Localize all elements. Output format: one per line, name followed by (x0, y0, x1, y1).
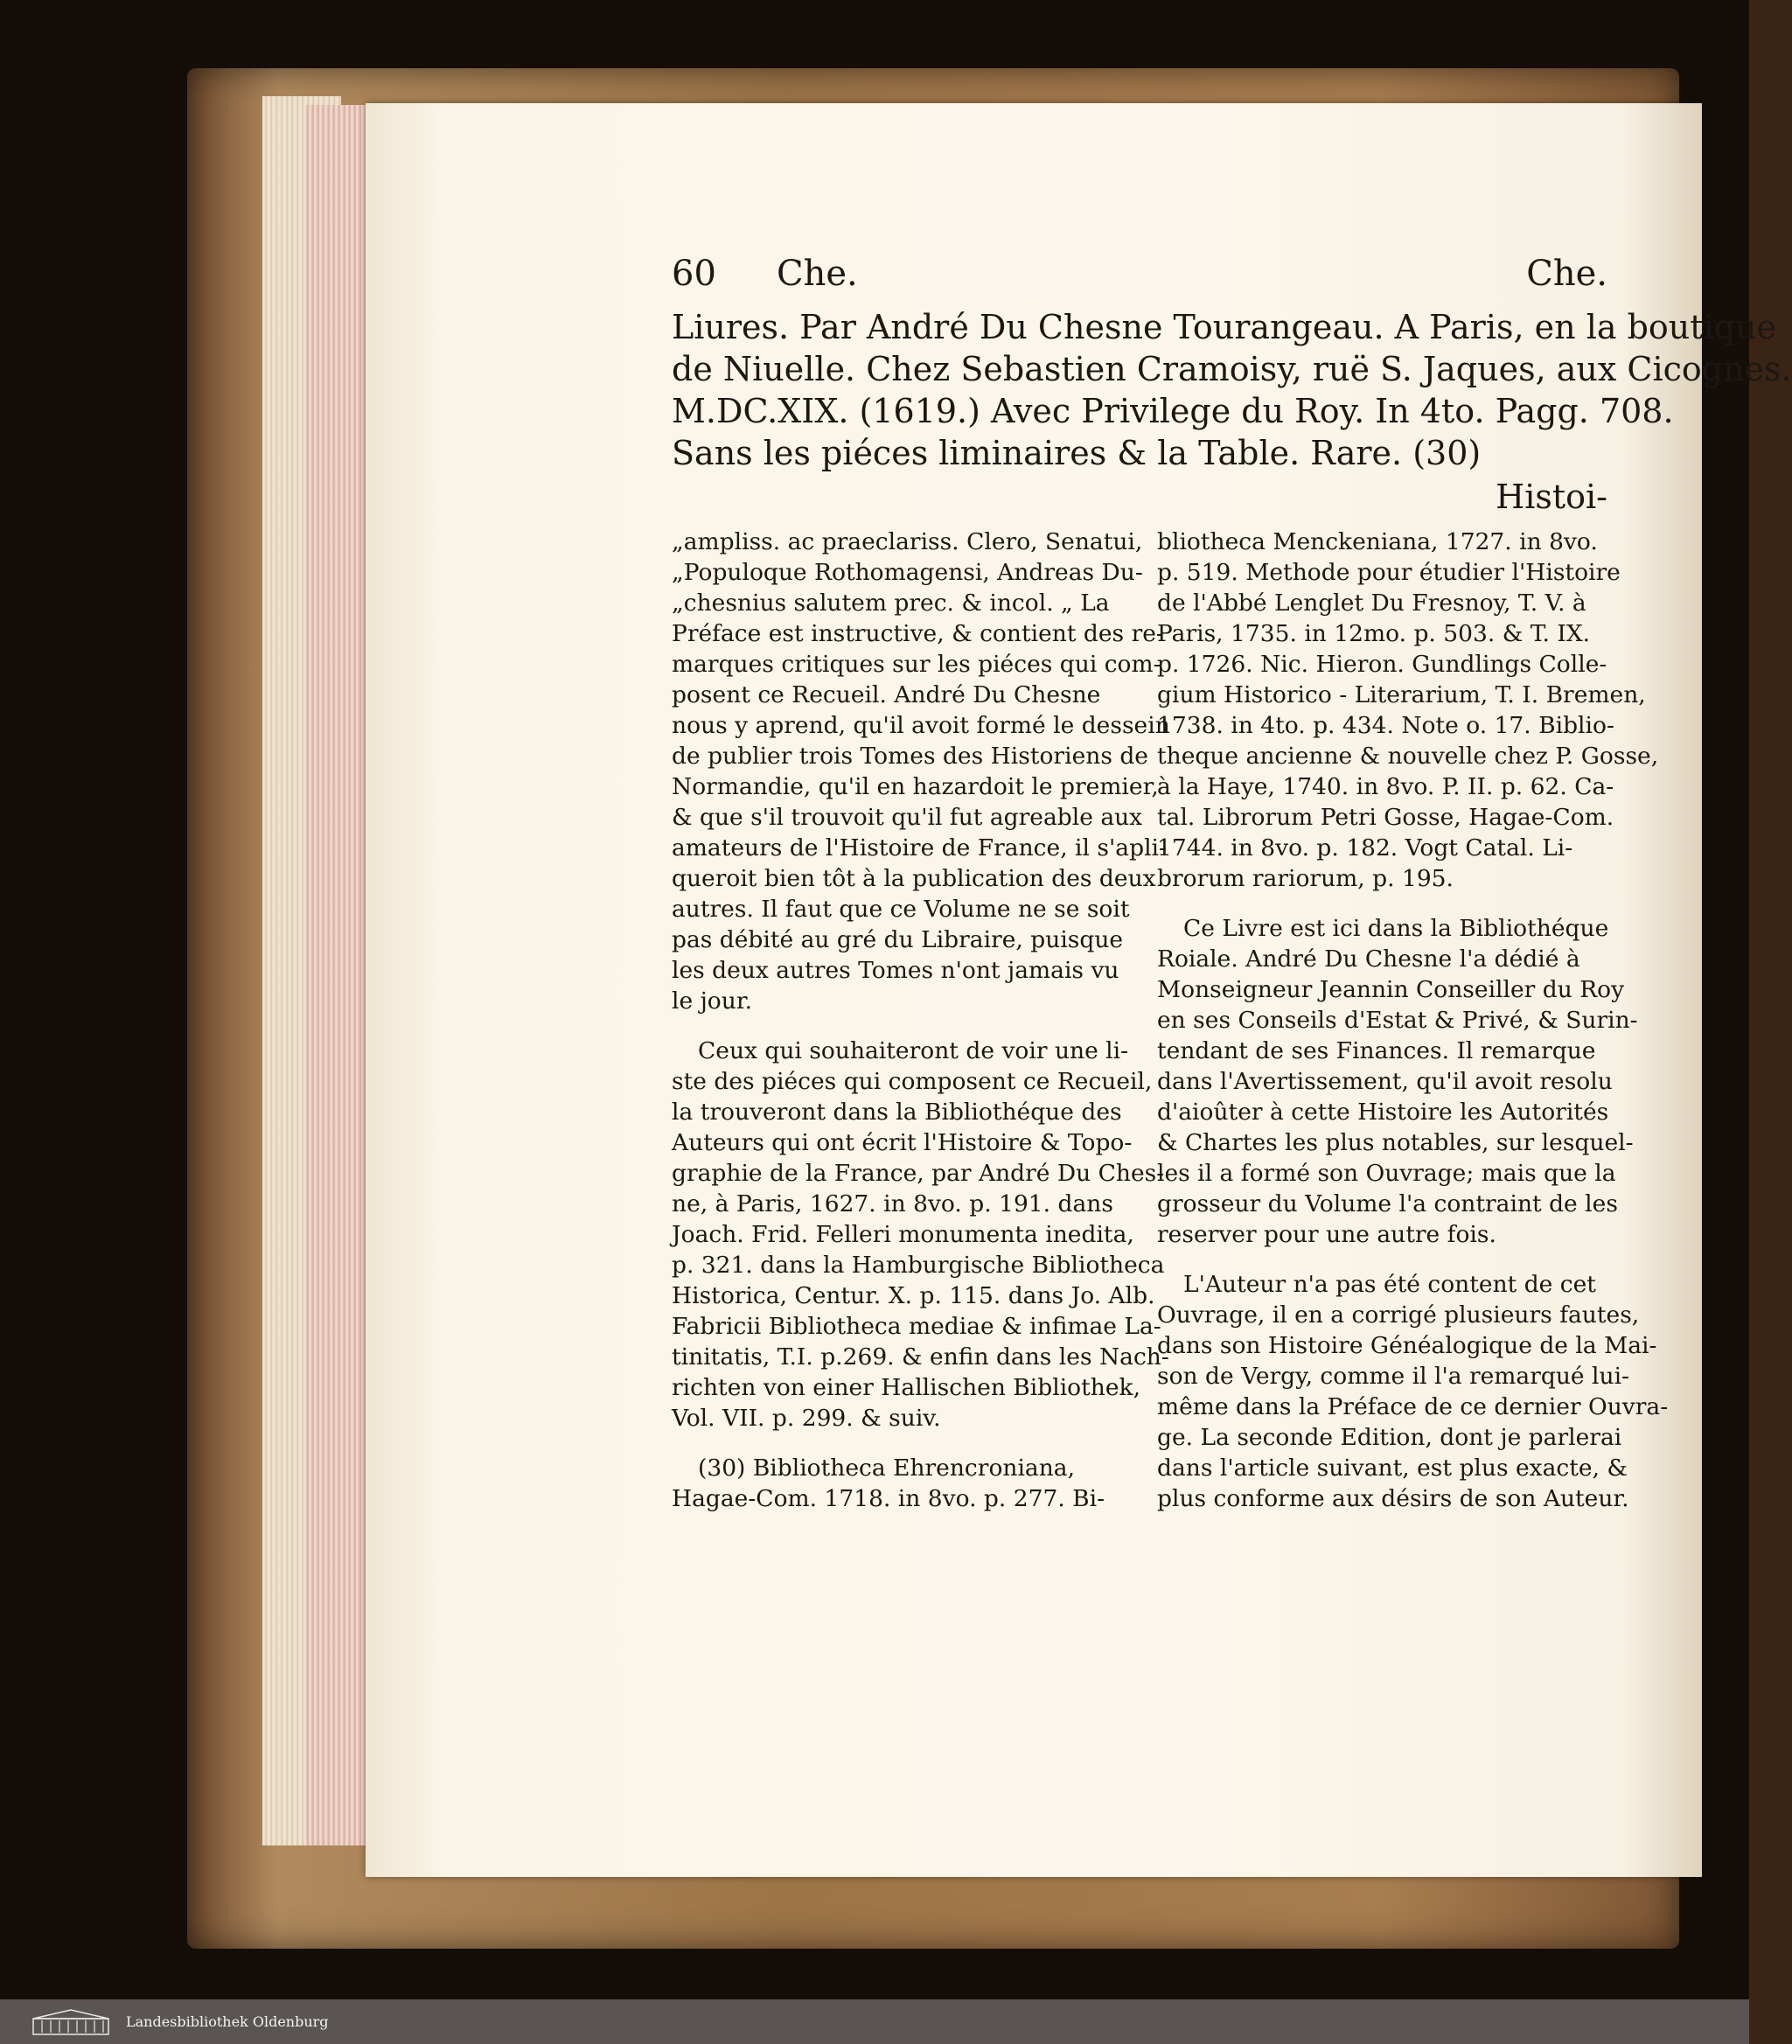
text-line: le jour. (672, 987, 752, 1015)
text-line: amateurs de l'Histoire de France, il s'apli- (672, 834, 1167, 862)
text-line: Vol. VII. p. 299. & suiv. (672, 1405, 941, 1432)
page-text-block (672, 254, 1792, 1514)
text-line: dans l'Avertissement, qu'il avoit resolu (1157, 1068, 1613, 1095)
text-line: les deux autres Tomes n'ont jamais vu (672, 957, 1119, 984)
text-line: pas débité au gré du Libraire, puisque (672, 926, 1124, 953)
paragraph-gap (1157, 1250, 1607, 1269)
page-number: 60 (672, 254, 716, 294)
text-line: Ceux qui souhaiteront de voir une li- (698, 1037, 1129, 1064)
text-line: Historica, Centur. X. p. 115. dans Jo. Alb. (672, 1282, 1155, 1309)
text-line: Auteurs qui ont écrit l'Histoire & Topo- (672, 1129, 1133, 1156)
text-line: Paris, 1735. in 12mo. p. 503. & T. IX. (1157, 620, 1591, 647)
text-line: 1738. in 4to. p. 434. Note o. 17. Biblio- (1157, 712, 1614, 739)
text-line: nous y aprend, qu'il avoit formé le dessein (672, 712, 1170, 739)
text-line: les il a formé son Ouvrage; mais que la (1157, 1160, 1616, 1187)
paragraph-gap (1157, 894, 1607, 913)
text-line: d'aioûter à cette Histoire les Autorités (1157, 1099, 1609, 1126)
text-line: reserver pour une autre fois. (1157, 1221, 1496, 1248)
text-line: & Chartes les plus notables, sur lesquel- (1157, 1129, 1634, 1156)
text-line: „ampliss. ac praeclariss. Clero, Senatui, (672, 528, 1143, 555)
text-line: p. 1726. Nic. Hieron. Gundlings Colle- (1157, 651, 1607, 678)
header-right-catch: Che. (1526, 254, 1607, 294)
text-line: grosseur du Volume l'a contraint de les (1157, 1190, 1618, 1217)
red-page-edges (306, 105, 367, 1845)
intro-line: de Niuelle. Chez Sebastien Cramoisy, ruë S. Jaques, aux Cicognes. (672, 350, 1792, 388)
text-line: tal. Librorum Petri Gosse, Hagae-Com. (1157, 804, 1614, 831)
library-building-icon (31, 2008, 110, 2036)
text-line: Joach. Frid. Felleri monumenta inedita, (672, 1221, 1134, 1248)
text-line: ne, à Paris, 1627. in 8vo. p. 191. dans (672, 1190, 1113, 1217)
text-line: la trouveront dans la Bibliothéque des (672, 1099, 1122, 1126)
intro-line: Sans les piéces liminaires & la Table. Rare. (30) (672, 434, 1482, 472)
intro-line: Liures. Par André Du Chesne Tourangeau. A Paris, en la boutique (672, 308, 1776, 346)
text-line: ste des piéces qui composent ce Recueil, (672, 1068, 1153, 1095)
text-line: plus conforme aux désirs de son Auteur. (1157, 1485, 1629, 1512)
text-line: à la Haye, 1740. in 8vo. P. II. p. 62. Ca- (1157, 773, 1614, 800)
text-line: son de Vergy, comme il l'a remarqué lui- (1157, 1363, 1630, 1390)
text-line: p. 321. dans la Hamburgische Bibliotheca (672, 1252, 1165, 1279)
intro-paragraph (672, 306, 1792, 474)
header-left-catch: Che. (777, 254, 858, 294)
text-line: richten von einer Hallischen Bibliothek, (672, 1374, 1141, 1401)
text-line: en ses Conseils d'Estat & Privé, & Surin- (1157, 1007, 1638, 1034)
text-line: tendant de ses Finances. Il remarque (1157, 1037, 1596, 1064)
text-line: Monseigneur Jeannin Conseiller du Roy (1157, 976, 1625, 1003)
text-line: marques critiques sur les piéces qui com- (672, 651, 1161, 678)
text-line: autres. Il faut que ce Volume ne se soit (672, 896, 1130, 923)
intro-line: M.DC.XIX. (1619.) Avec Privilege du Roy. In 4to. Pagg. 708. (672, 392, 1674, 430)
text-line: ge. La seconde Edition, dont je parlerai (1157, 1424, 1622, 1451)
text-line: Fabricii Bibliotheca mediae & infimae La- (672, 1313, 1161, 1340)
text-line: même dans la Préface de ce dernier Ouvra- (1157, 1393, 1669, 1420)
text-line: tinitatis, T.I. p.269. & enfin dans les Nach- (672, 1343, 1169, 1371)
running-header (672, 254, 1607, 306)
text-line: bliotheca Menckeniana, 1727. in 8vo. (1157, 528, 1598, 555)
library-footer-bar (0, 1999, 1749, 2044)
two-column-body (672, 527, 1669, 1514)
text-line: Ce Livre est ici dans la Bibliothéque (1183, 915, 1609, 942)
text-line: theque ancienne & nouvelle chez P. Gosse, (1157, 743, 1659, 770)
text-line: p. 519. Methode pour étudier l'Histoire (1157, 559, 1621, 586)
text-line: L'Auteur n'a pas été content de cet (1183, 1271, 1596, 1298)
text-line: 1744. in 8vo. p. 182. Vogt Catal. Li- (1157, 834, 1573, 862)
text-line: „Populoque Rothomagensi, Andreas Du- (672, 559, 1143, 586)
library-name: Landesbibliothek Oldenburg (126, 2013, 329, 2030)
paragraph-gap (672, 1434, 1122, 1453)
text-line: posent ce Recueil. André Du Chesne (672, 681, 1101, 708)
text-line: graphie de la France, par André Du Ches- (672, 1160, 1165, 1187)
text-line: gium Historico - Literarium, T. I. Bremen, (1157, 681, 1646, 708)
text-line: queroit bien tôt à la publication des deux (672, 865, 1156, 892)
text-line: „chesnius salutem prec. & incol. „ La (672, 589, 1110, 617)
text-line: de l'Abbé Lenglet Du Fresnoy, T. V. à (1157, 589, 1586, 617)
text-line: Roiale. André Du Chesne l'a dédié à (1157, 945, 1580, 973)
text-line: Ouvrage, il en a corrigé plusieurs fautes, (1157, 1301, 1640, 1329)
text-line: dans son Histoire Généalogique de la Mai- (1157, 1332, 1657, 1359)
text-line: dans l'article suivant, est plus exacte, & (1157, 1455, 1628, 1482)
text-line: brorum rariorum, p. 195. (1157, 865, 1454, 892)
paragraph-gap (672, 1016, 1122, 1036)
text-line: (30) Bibliotheca Ehrencroniana, (698, 1455, 1076, 1482)
text-line: Hagae-Com. 1718. in 8vo. p. 277. Bi- (672, 1485, 1105, 1512)
text-line: Préface est instructive, & contient des re- (672, 620, 1164, 647)
catchword: Histoi- (1496, 478, 1607, 516)
left-column (672, 527, 1170, 1514)
text-line: de publier trois Tomes des Historiens de (672, 743, 1148, 770)
right-column (1157, 527, 1669, 1514)
text-line: & que s'il trouvoit qu'il fut agreable aux (672, 804, 1143, 831)
text-line: Normandie, qu'il en hazardoit le premier, (672, 773, 1159, 800)
